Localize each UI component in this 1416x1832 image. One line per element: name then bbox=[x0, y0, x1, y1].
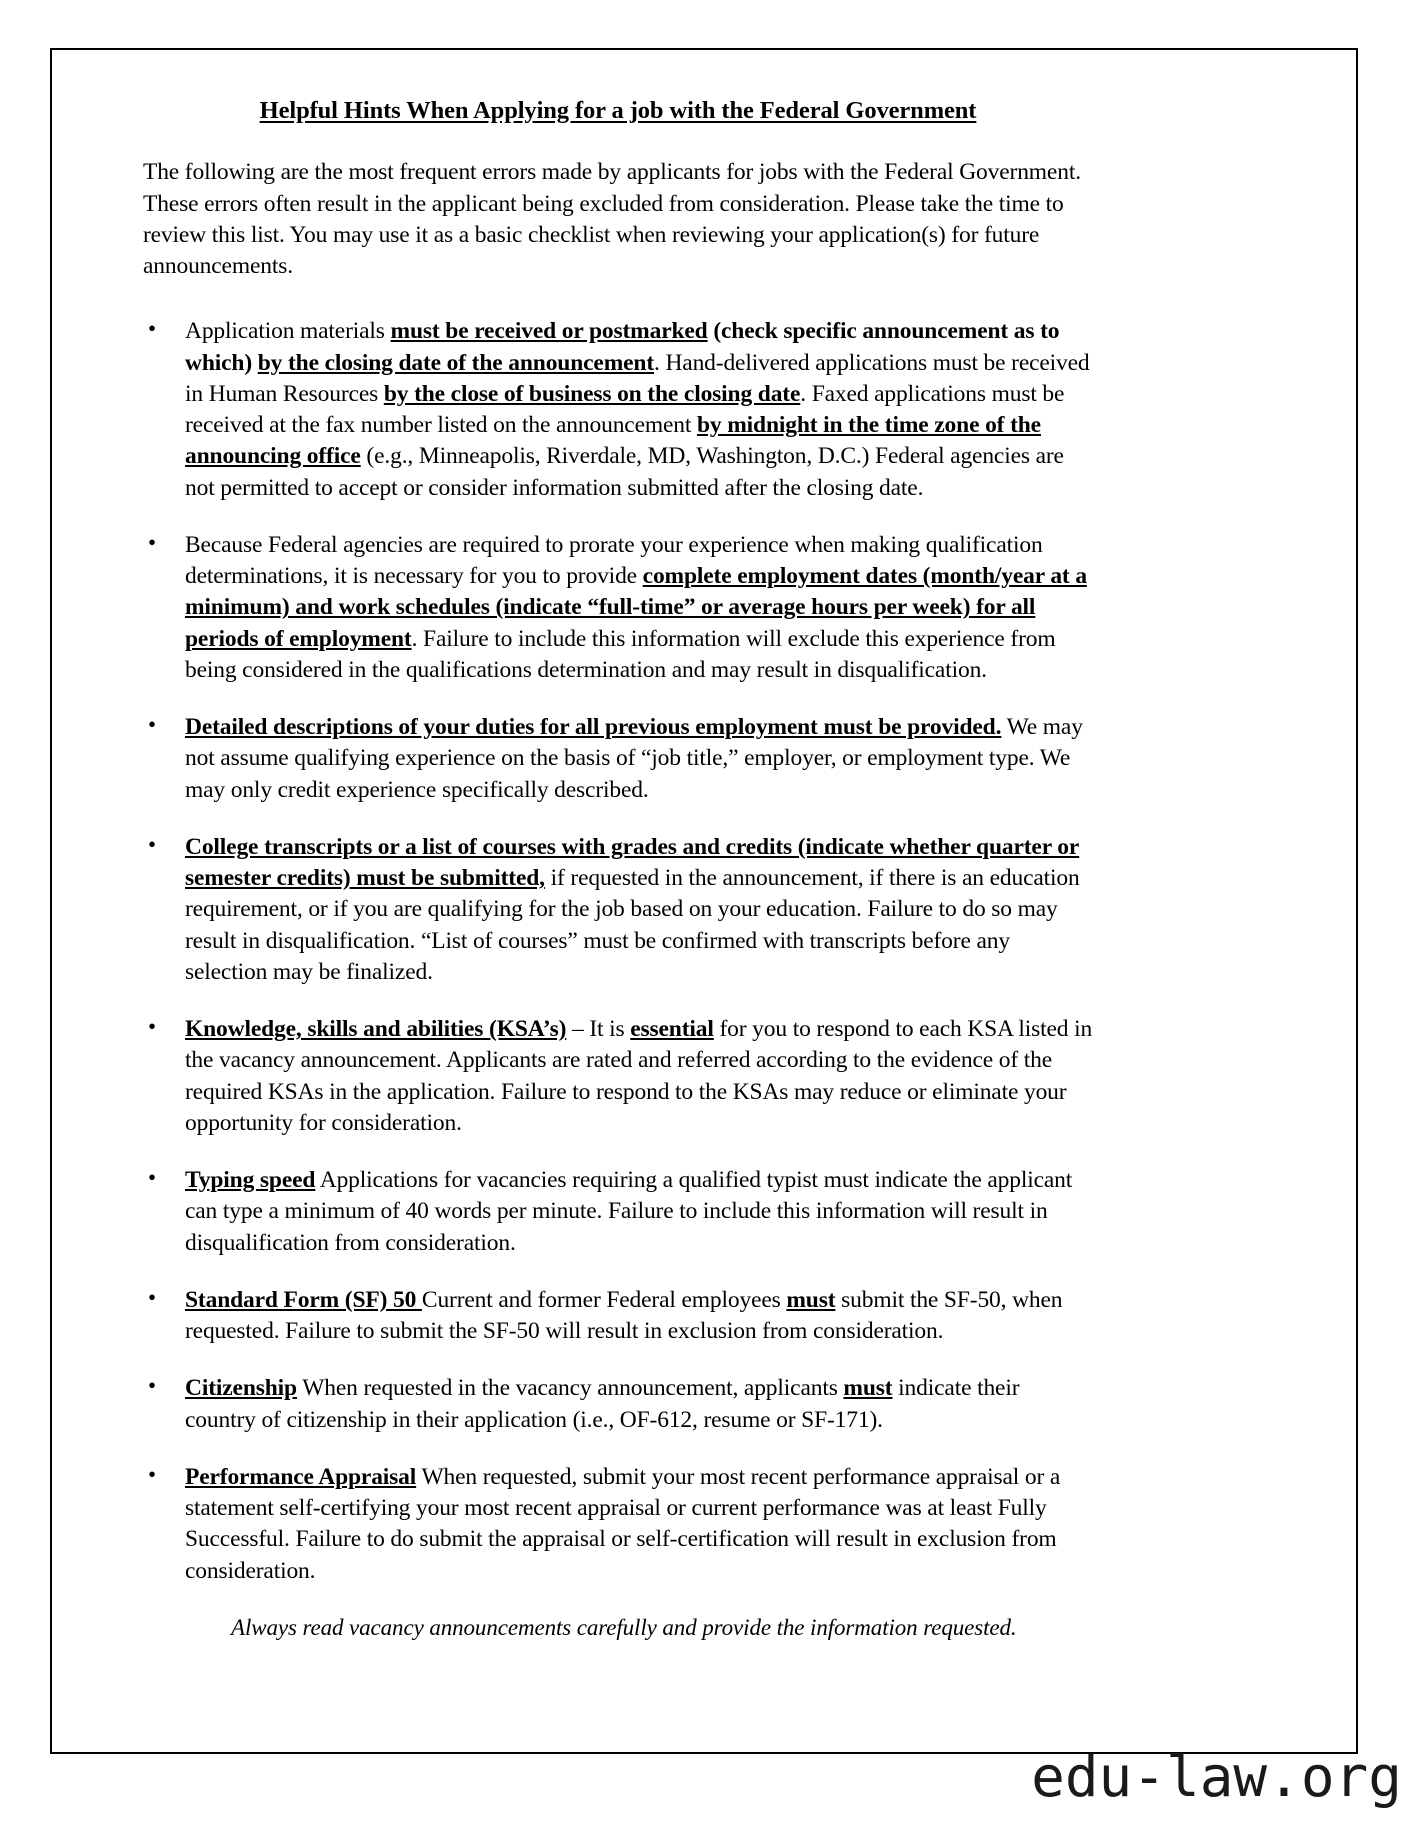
document-body bbox=[143, 96, 1093, 1666]
hint-bullet-text bbox=[185, 532, 1087, 683]
hint-bullet-application-materials bbox=[143, 316, 1093, 504]
text-run: Detailed descriptions of your duties for all previous employment must be provided. bbox=[185, 714, 1002, 741]
closing-note: Always read vacancy announcements carefully and provide the information requested. bbox=[231, 1614, 1017, 1640]
text-run: complete employment dates (month/year at a minimum) and work schedules (indicate “full-time” or average hours per week) for all periods of employment bbox=[185, 563, 1087, 652]
text-run: . Faxed applications must be received at the fax number listed on the announcement bbox=[185, 380, 1065, 439]
text-run: (e.g., Minneapolis, Riverdale, MD, Washington, D.C.) Federal agencies are not permitted to accept or consider information submitted after the closing date. bbox=[185, 443, 1064, 501]
text-run: (check specific announcement as to which) bbox=[185, 318, 1060, 376]
hint-bullet-employment-dates bbox=[143, 530, 1093, 686]
text-run: We may not assume qualifying experience on the basis of “job title,” employer, or employment type. We may only credit experience specifically described. bbox=[185, 714, 1083, 803]
hint-bullet-text bbox=[185, 1464, 1060, 1584]
text-run: Application materials bbox=[185, 318, 391, 345]
hint-bullet-ksa bbox=[143, 1014, 1093, 1139]
page-title-text: Helpful Hints When Applying for a job with the Federal Government bbox=[259, 97, 977, 124]
bullet-dot-icon: • bbox=[148, 831, 156, 857]
text-run: Citizenship bbox=[185, 1375, 297, 1402]
text-run: for you to respond to each KSA listed in the vacancy announcement. Applicants are rated and referred according to the evidence of the required KSAs in the application. Failure to respond to the KSAs may reduce or eliminate your opportunity for consideration. bbox=[185, 1016, 1093, 1136]
text-run: if requested in the announcement, if there is an education requirement, or if you are qualifying for the job based on your education. Failure to do so may result in disqualification. “List of courses” must be confirmed with transcripts before any selection may be finalized. bbox=[185, 865, 1080, 985]
page-title bbox=[143, 96, 1093, 125]
text-run: essential bbox=[630, 1016, 714, 1043]
hint-bullet-citizenship bbox=[143, 1373, 1093, 1436]
hint-bullet-text bbox=[185, 1167, 1072, 1256]
text-run: . Hand-delivered applications must be received in Human Resources bbox=[185, 349, 1090, 407]
text-run: Applications for vacancies requiring a qualified typist must indicate the applicant can type a minimum of 40 words per minute. Failure to include this information will result in disqualification from consideration. bbox=[185, 1167, 1073, 1256]
bullet-dot-icon: • bbox=[148, 1165, 156, 1191]
bullet-dot-icon: • bbox=[148, 316, 156, 342]
text-run: Performance Appraisal bbox=[185, 1463, 417, 1490]
bullet-dot-icon: • bbox=[148, 529, 156, 555]
text-run: When requested in the vacancy announcement, applicants bbox=[296, 1375, 844, 1402]
text-run: Because Federal agencies are required to prorate your experience when making qualification determinations, it is necessary for you to provide bbox=[185, 531, 1043, 590]
hint-bullet-standard-form-50 bbox=[143, 1285, 1093, 1348]
hint-bullet-typing-speed bbox=[143, 1165, 1093, 1259]
hint-bullet-text bbox=[185, 714, 1083, 803]
text-run: must bbox=[843, 1375, 893, 1402]
text-run: by the closing date of the announcement bbox=[257, 349, 655, 376]
text-run: by midnight in the time zone of the announcing office bbox=[185, 412, 1041, 470]
text-run: submit the SF-50, when requested. Failure to submit the SF-50 will result in exclusion from consideration. bbox=[185, 1286, 1063, 1345]
text-run: Current and former Federal employees bbox=[421, 1286, 787, 1313]
text-run: must be received or postmarked bbox=[390, 318, 708, 345]
bullet-dot-icon: • bbox=[148, 1014, 156, 1040]
watermark: edu-law.org bbox=[1031, 1745, 1402, 1810]
text-run: Knowledge, skills and abilities (KSA’s) bbox=[185, 1016, 567, 1043]
text-run: Typing speed bbox=[185, 1167, 316, 1194]
hint-bullet-text bbox=[185, 318, 1090, 500]
hint-bullet-performance-appraisal bbox=[143, 1462, 1093, 1587]
hints-list bbox=[143, 316, 1093, 1587]
hint-bullet-detailed-duties bbox=[143, 712, 1093, 806]
text-run: must bbox=[786, 1286, 836, 1313]
bullet-dot-icon: • bbox=[148, 712, 156, 738]
bullet-dot-icon: • bbox=[148, 1284, 156, 1310]
text-run: by the close of business on the closing date bbox=[383, 380, 801, 407]
intro-paragraph: The following are the most frequent errors made by applicants for jobs with the Federal Government. These errors often result in the applicant being excluded from consideration. Please take the time to review this list. You may use it as a basic checklist when reviewing your application(s) for future announcements. bbox=[143, 159, 1081, 280]
text-run: When requested, submit your most recent performance appraisal or a statement self-certifying your most recent appraisal or current performance was at least Fully Successful. Failure to do submit the appraisal or self-certification will result in exclusion from consideration. bbox=[185, 1463, 1061, 1584]
hint-bullet-text bbox=[185, 834, 1080, 985]
bullet-dot-icon: • bbox=[148, 1461, 156, 1487]
text-run: Standard Form (SF) 50 bbox=[185, 1286, 422, 1313]
text-run: College transcripts or a list of courses with grades and credits (indicate whether quarter or semester credits) must be submitted, bbox=[185, 833, 1080, 892]
text-run: – It is bbox=[566, 1016, 631, 1043]
hint-bullet-text bbox=[185, 1016, 1092, 1136]
hint-bullet-college-transcripts bbox=[143, 832, 1093, 988]
hint-bullet-text bbox=[185, 1287, 1062, 1344]
text-run: indicate their country of citizenship in their application (i.e., OF-612, resume or SF-171). bbox=[185, 1375, 1020, 1433]
text-run: . Failure to include this information will exclude this experience from being considered in the qualifications determination and may result in disqualification. bbox=[185, 625, 1056, 683]
bullet-dot-icon: • bbox=[148, 1373, 156, 1399]
hint-bullet-text bbox=[185, 1375, 1019, 1432]
